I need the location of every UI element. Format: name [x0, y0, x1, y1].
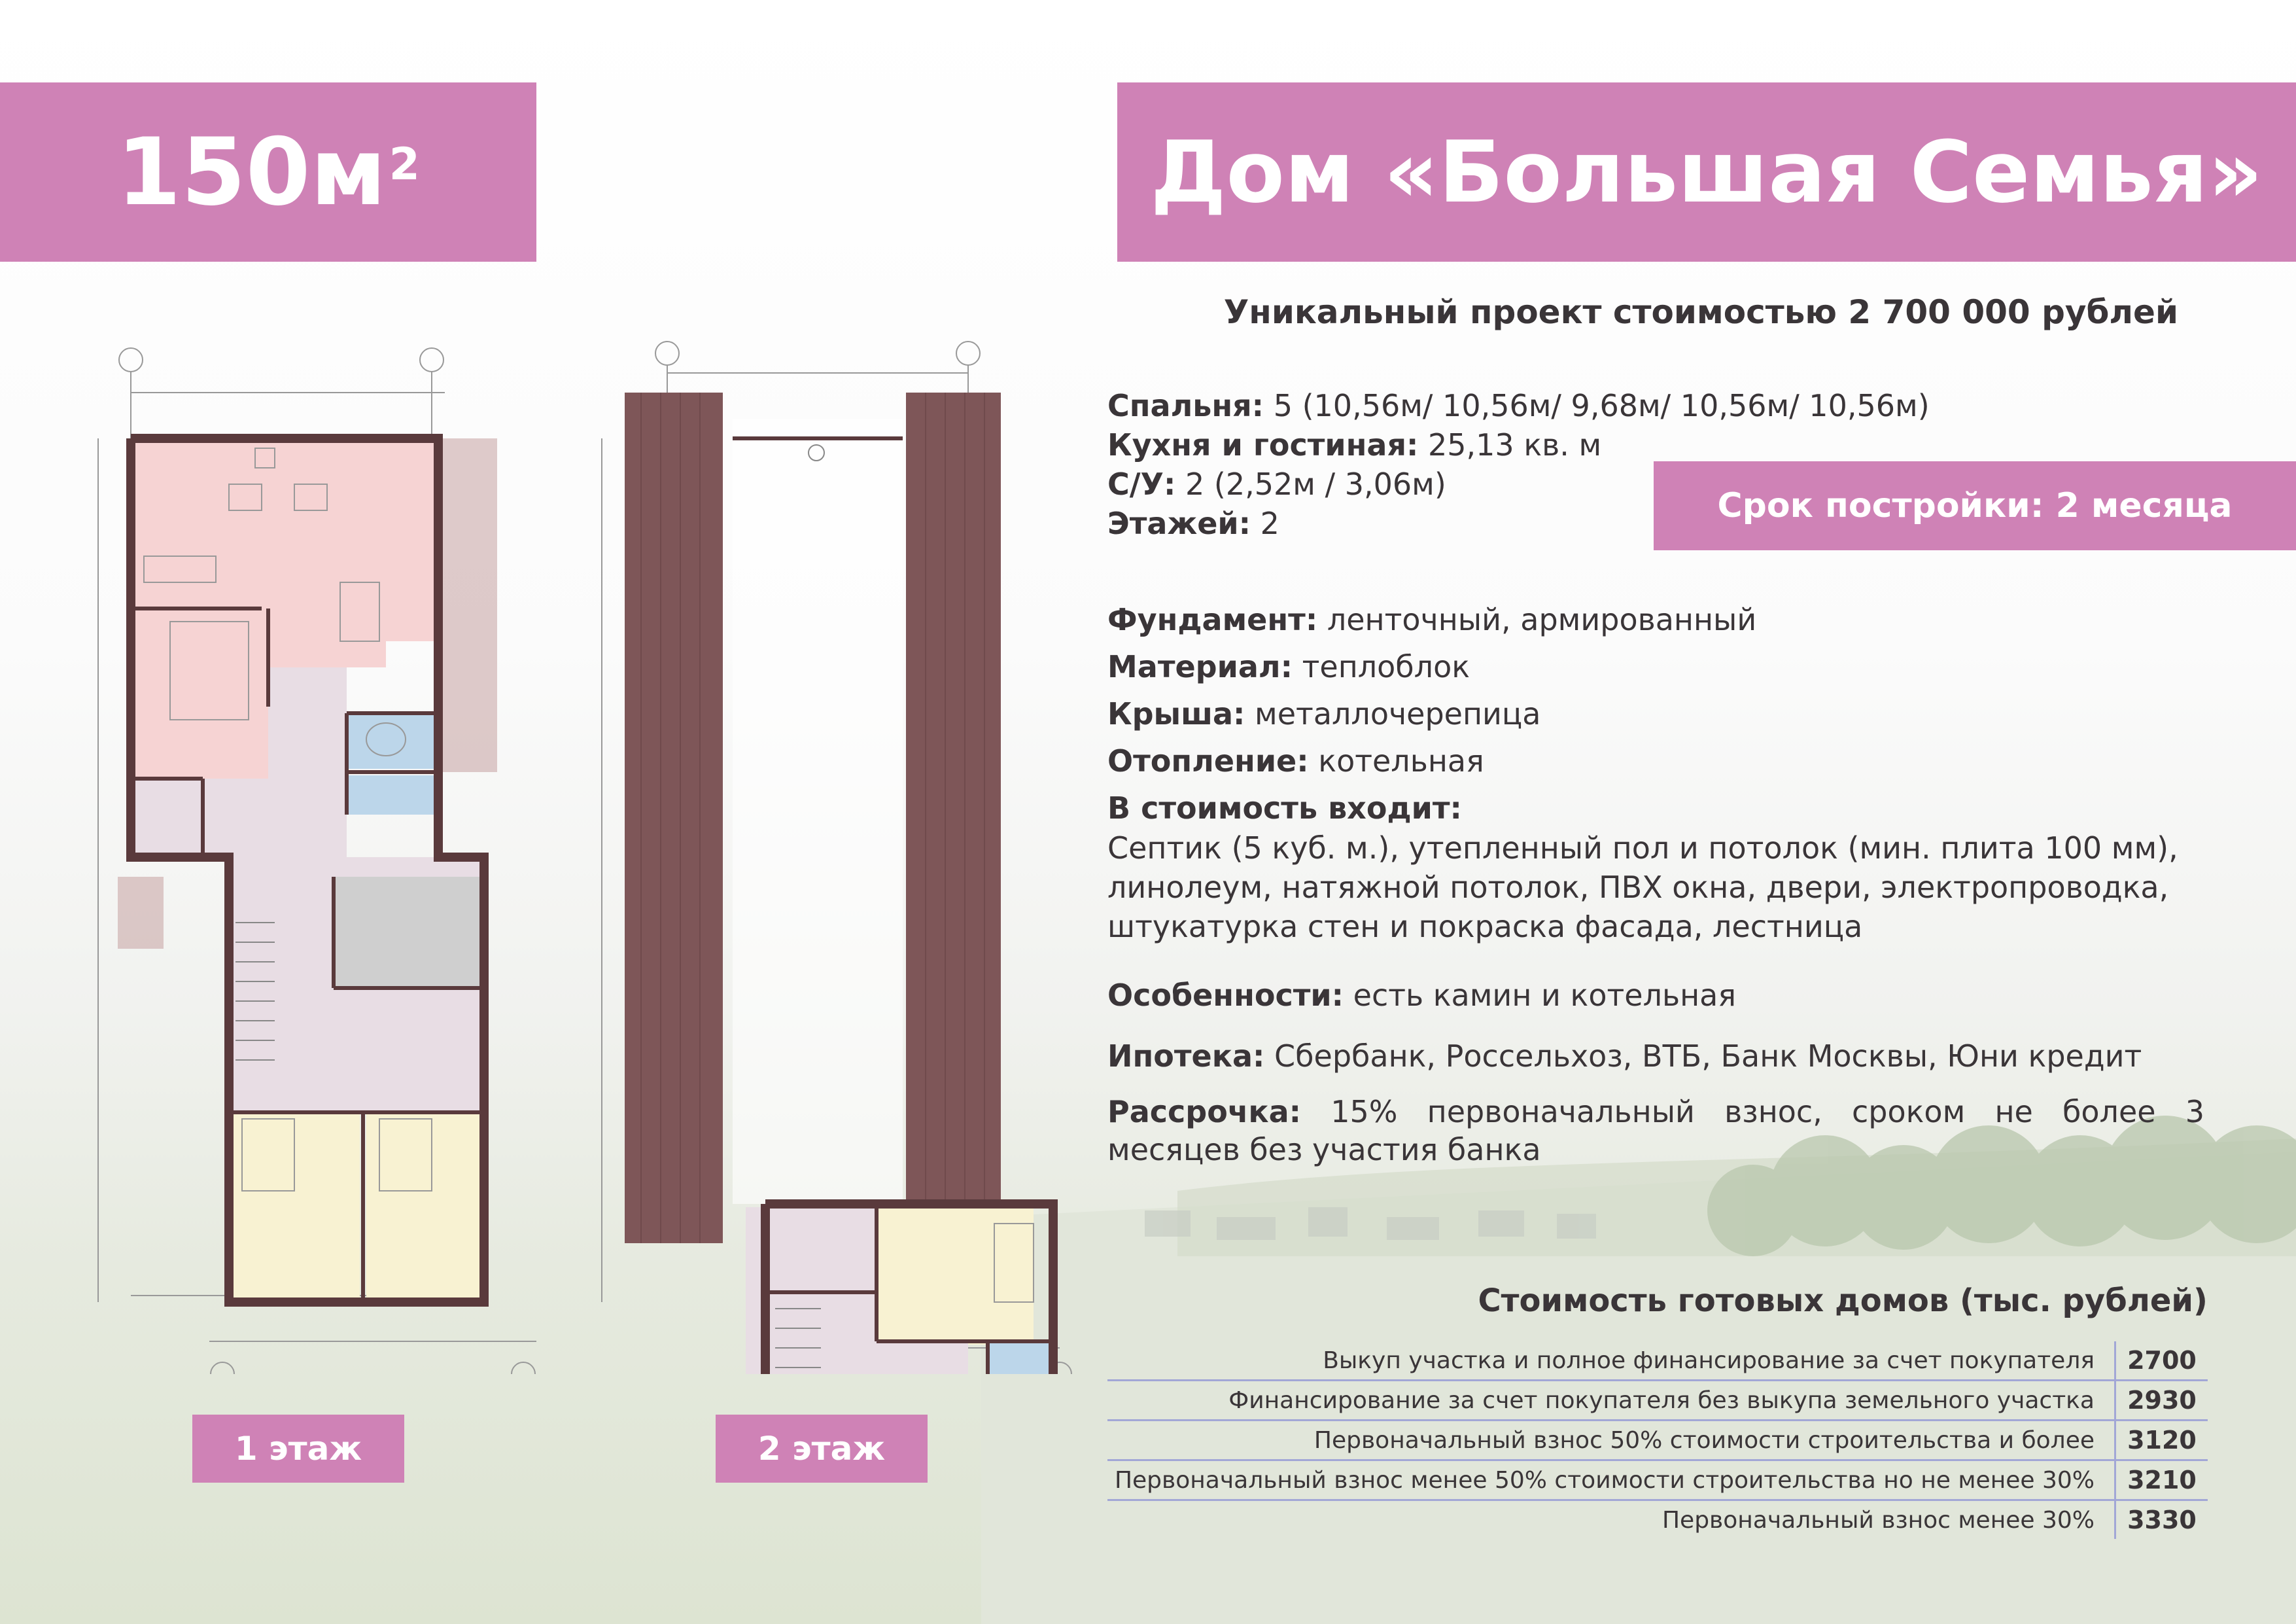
installment-row: Рассрочка: 15% первоначальный взнос, сроком не более 3 месяцев без участия банка	[1107, 1094, 2204, 1167]
area-sup: 2	[389, 138, 420, 190]
param-kitchen: Кухня и гостиная: 25,13 кв. м	[1107, 427, 1602, 463]
subtitle: Уникальный проект стоимостью 2 700 000 рублей	[1223, 293, 2178, 331]
spec-foundation: Фундамент: ленточный, армированный	[1107, 602, 1757, 637]
mortgage-row: Ипотека: Сбербанк, Россельхоз, ВТБ, Банк Москвы, Юни кредит	[1107, 1038, 2142, 1074]
specs-list	[1107, 599, 2206, 946]
table-row: Финансирование за счет покупателя без выкупа земельного участка 2930	[1107, 1381, 2208, 1421]
price-table-title: Стоимость готовых домов (тыс. рублей)	[1478, 1282, 2208, 1319]
includes-text: Септик (5 куб. м.), утепленный пол и потолок (мин. плита 100 мм), линолеум, натяжной потолок, ПВХ окна, двери, электропроводка, штукатурка стен и покраска фасада, лестница	[1107, 830, 2178, 944]
param-floors: Этажей: 2	[1107, 506, 1279, 541]
floor-plan-1	[78, 340, 576, 1374]
floor-plan-2	[589, 340, 1092, 1374]
area-banner	[0, 82, 536, 262]
page-title: Дом «Большая Семья»	[1117, 82, 2296, 262]
table-row: Первоначальный взнос менее 50% стоимости строительства но не менее 30% 3210	[1107, 1461, 2208, 1501]
includes-label: В стоимость входит:	[1107, 790, 1462, 826]
table-row: Первоначальный взнос менее 30% 3330	[1107, 1501, 2208, 1539]
spec-heating: Отопление: котельная	[1107, 743, 1484, 779]
param-bedrooms: Спальня: 5 (10,56м/ 10,56м/ 9,68м/ 10,56м/ 10,56м)	[1107, 388, 1930, 423]
build-term-banner: Срок постройки: 2 месяца	[1654, 461, 2296, 550]
floor1-label: 1 этаж	[192, 1415, 404, 1483]
table-row: Первоначальный взнос 50% стоимости строительства и более 3120	[1107, 1421, 2208, 1461]
spec-material: Материал: теплоблок	[1107, 649, 1470, 684]
price-table	[1107, 1341, 2208, 1539]
floor2-label: 2 этаж	[716, 1415, 928, 1483]
area-value: 150м	[116, 118, 387, 226]
param-bathrooms: С/У: 2 (2,52м / 3,06м)	[1107, 467, 1446, 502]
features-row: Особенности: есть камин и котельная	[1107, 978, 1737, 1013]
spec-roof: Крыша: металлочерепица	[1107, 696, 1541, 732]
table-row: Выкуп участка и полное финансирование за счет покупателя 2700	[1107, 1341, 2208, 1381]
